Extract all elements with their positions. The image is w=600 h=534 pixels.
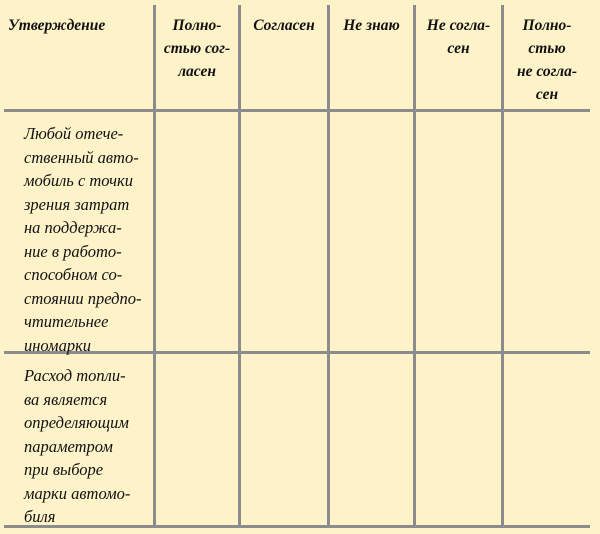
row-2-agree-cell[interactable] bbox=[241, 354, 327, 525]
row-2-fully-disagree-cell[interactable] bbox=[504, 354, 590, 525]
row-2-statement: Расход топли- ва является определяющим параметром при выборе марки автомо- биля bbox=[24, 366, 131, 526]
header-dont-know: Не знаю bbox=[343, 17, 400, 34]
row-1-disagree-cell[interactable] bbox=[416, 112, 501, 351]
row-2-fully-agree-cell[interactable] bbox=[156, 354, 238, 525]
row-1-statement: Любой отече- ственный авто- мобиль с точки зрения затрат на поддержа- ние в работо- способном со- стоянии предпо- чтительнее иномарки bbox=[24, 124, 142, 355]
header-agree: Согласен bbox=[253, 17, 315, 34]
header-fully-agree: Полно- стью сог- ласен bbox=[163, 17, 231, 80]
header-disagree: Не согла- сен bbox=[426, 17, 491, 57]
row-1-fully-disagree-cell[interactable] bbox=[504, 112, 590, 351]
row-2-dont-know-cell[interactable] bbox=[330, 354, 413, 525]
row-1-agree-cell[interactable] bbox=[241, 112, 327, 351]
header-statement: Утверждение bbox=[8, 17, 106, 34]
row-1-fully-agree-cell[interactable] bbox=[156, 112, 238, 351]
header-fully-disagree: Полно- стью не согла- сен bbox=[517, 17, 577, 103]
row-2-disagree-cell[interactable] bbox=[416, 354, 501, 525]
row-1-dont-know-cell[interactable] bbox=[330, 112, 413, 351]
